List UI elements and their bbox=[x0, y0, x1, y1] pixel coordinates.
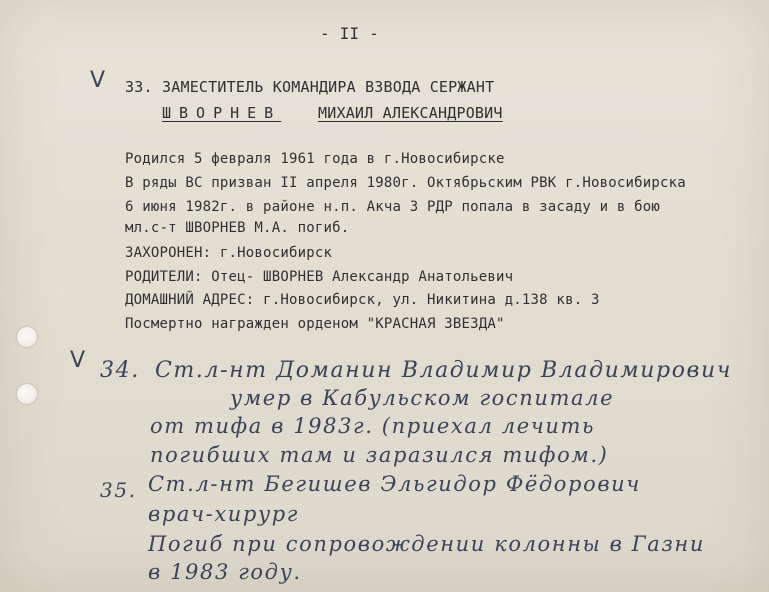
entry-34-line: Ст.л-нт Доманин Владимир Владимирович bbox=[155, 358, 732, 383]
entry-33-number: 33. bbox=[125, 78, 153, 96]
page-number: - II - bbox=[320, 24, 379, 43]
entry-33-given-names: МИХАИЛ АЛЕКСАНДРОВИЧ bbox=[318, 104, 503, 122]
check-mark-icon: V bbox=[70, 348, 86, 373]
entry-34-line: погибших там и заразился тифом.) bbox=[150, 443, 609, 467]
entry-35-number: 35. bbox=[100, 478, 137, 502]
entry-33-line: ДОМАШНИЙ АДРЕС: г.Новосибирск, ул. Никитина д.138 кв. 3 bbox=[125, 292, 600, 308]
entry-33-line: Родился 5 февраля 1961 года в г.Новосибирске bbox=[125, 151, 505, 167]
entry-33-rank-line: ЗАМЕСТИТЕЛЬ КОМАНДИРА ВЗВОДА СЕРЖАНТ bbox=[162, 78, 495, 96]
punch-hole bbox=[17, 384, 37, 404]
entry-35-line: в 1983 году. bbox=[148, 560, 302, 584]
entry-34-line: от тифа в 1983г. (приехал лечить bbox=[150, 414, 596, 438]
entry-33-line: РОДИТЕЛИ: Отец- ШВОРНЕВ Александр Анатольевич bbox=[125, 269, 514, 285]
entry-33-line: 6 июня 1982г. в районе н.п. Акча З РДР попала в засаду и в бою bbox=[125, 199, 660, 215]
entry-33-line: В ряды ВС призван II апреля 1980г. Октябрьским РВК г.Новосибирска bbox=[125, 175, 686, 191]
punch-hole bbox=[17, 327, 37, 347]
entry-33-line: мл.с-т ШВОРНЕВ М.А. погиб. bbox=[125, 220, 350, 236]
entry-34-line: умер в Кабульском госпитале bbox=[230, 386, 615, 410]
entry-33-surname: ШВОРНЕВ bbox=[162, 104, 282, 122]
entry-34-number: 34. bbox=[100, 358, 140, 383]
entry-35-line: врач-хирург bbox=[148, 502, 299, 526]
entry-33-line: ЗАХОРОНЕН: г.Новосибирск bbox=[125, 245, 333, 261]
entry-35-line: Ст.л-нт Бегишев Эльгидор Фёдорович bbox=[148, 472, 641, 496]
check-mark-icon: V bbox=[90, 68, 106, 93]
entry-33-line: Посмертно награжден орденом "КРАСНАЯ ЗВЕЗДА" bbox=[125, 316, 505, 332]
entry-35-line: Погиб при сопровождении колонны в Газни bbox=[148, 532, 705, 556]
